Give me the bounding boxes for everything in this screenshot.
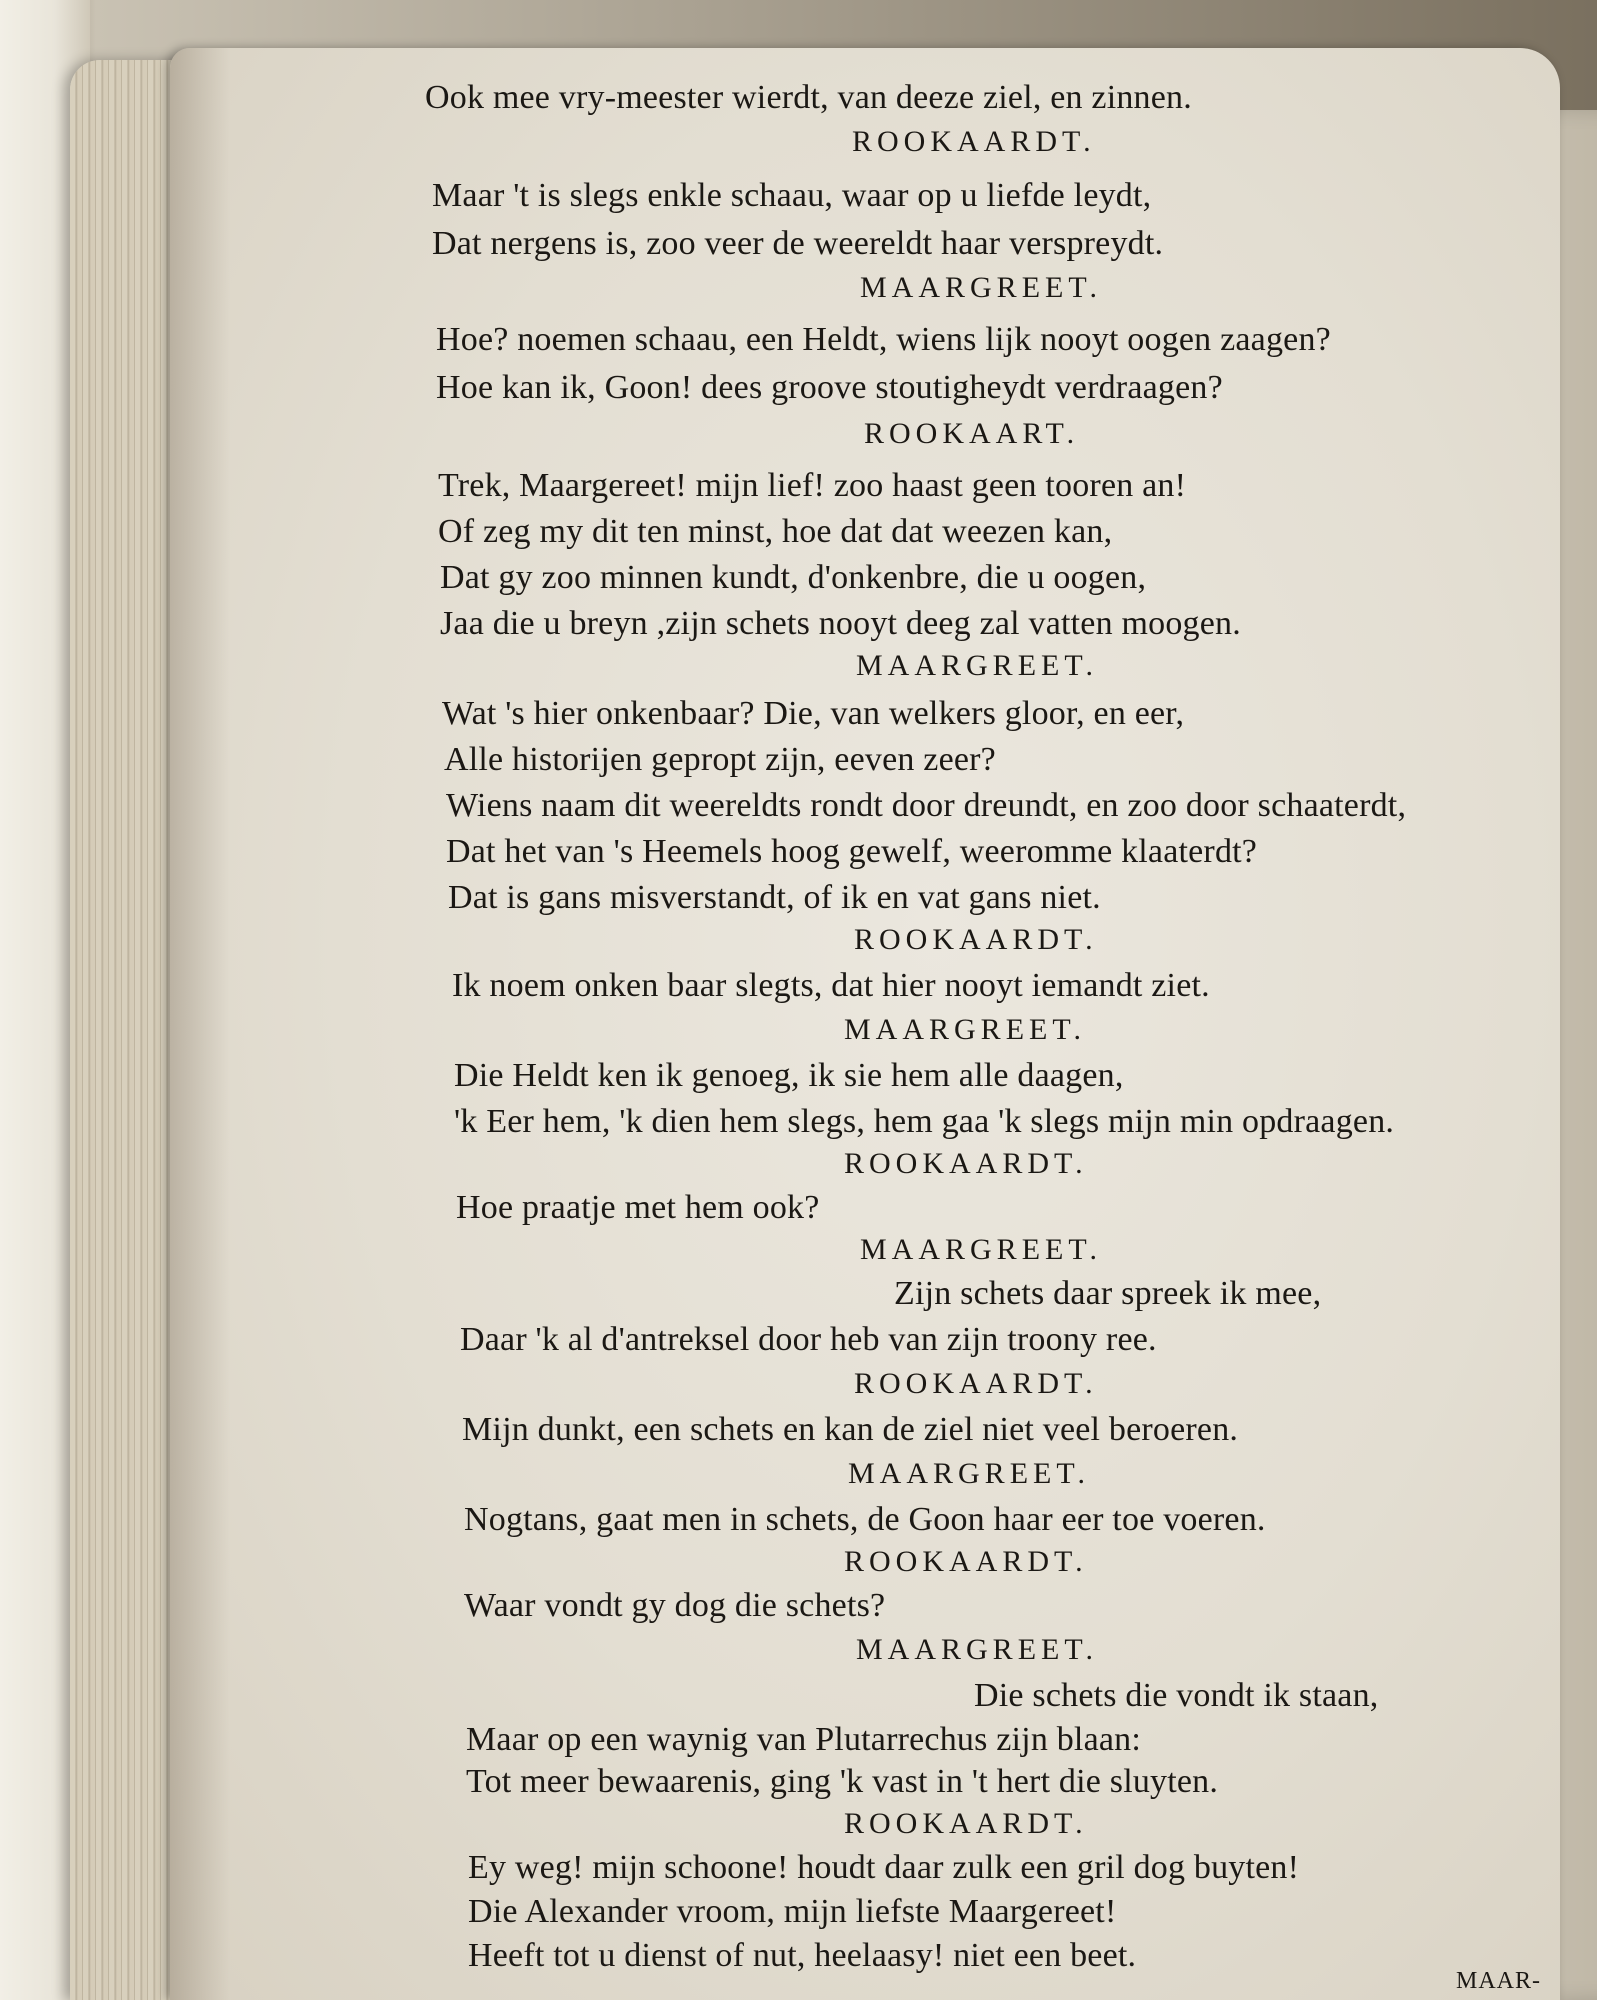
speaker-name: MAARGREET. [856,1633,1098,1666]
verse-line: Tot meer bewaarenis, ging 'k vast in 't hert die sluyten. [466,1763,1219,1800]
verse-line: Trek, Maargereet! mijn lief! zoo haast geen tooren an! [438,467,1187,504]
verse-line: Waar vondt gy dog die schets? [464,1587,886,1624]
verse-line: Daar 'k al d'antreksel door heb van zijn troony ree. [460,1321,1157,1358]
verse-line: Wat 's hier onkenbaar? Die, van welkers gloor, en eer, [442,695,1185,732]
verse-line: Hoe praatje met hem ook? [456,1189,820,1226]
speaker-name: MAARGREET. [860,1233,1102,1266]
verse-line: Heeft tot u dienst of nut, heelaasy! niet een beet. [468,1937,1137,1974]
speaker-name: MAARGREET. [844,1013,1086,1046]
speaker-name: ROOKAARDT. [854,923,1098,956]
verse-line: Dat gy zoo minnen kundt, d'onkenbre, die u oogen, [440,559,1147,596]
verse-line: Maar 't is slegs enkle schaau, waar op u liefde leydt, [432,177,1152,214]
verse-line: Of zeg my dit ten minst, hoe dat dat weezen kan, [438,513,1113,550]
catchword: MAAR- [1456,1968,1542,1994]
verse-line: Hoe kan ik, Goon! dees groove stoutigheydt verdraagen? [436,369,1223,406]
verse-line: Die Alexander vroom, mijn liefste Maargereet! [468,1893,1117,1930]
speaker-name: MAARGREET. [856,649,1098,682]
speaker-name: ROOKAARDT. [854,1367,1098,1400]
verse-line: Die schets die vondt ik staan, [974,1677,1379,1714]
text-block [170,48,1560,2000]
verse-line: Dat nergens is, zoo veer de weereldt haar verspreydt. [432,225,1164,262]
verse-line: Alle historijen gepropt zijn, eeven zeer? [444,741,996,778]
book-page [170,48,1560,2000]
verse-line: Hoe? noemen schaau, een Heldt, wiens lijk nooyt oogen zaagen? [436,321,1331,358]
verse-line: Dat het van 's Heemels hoog gewelf, weeromme klaaterdt? [446,833,1258,870]
verse-line: Die Heldt ken ik genoeg, ik sie hem alle daagen, [454,1057,1124,1094]
speaker-name: MAARGREET. [848,1457,1090,1490]
verse-line: Ey weg! mijn schoone! houdt daar zulk een gril dog buyten! [468,1849,1300,1886]
verse-line: Maar op een waynig van Plutarrechus zijn blaan: [466,1721,1142,1758]
speaker-name: ROOKAARDT. [844,1545,1088,1578]
speaker-name: ROOKAARDT. [844,1807,1088,1840]
verse-line: Ook mee vry-meester wierdt, van deeze ziel, en zinnen. [425,79,1192,116]
speaker-name: ROOKAARDT. [844,1147,1088,1180]
verse-line: Ik noem onken baar slegts, dat hier nooyt iemandt ziet. [452,967,1210,1004]
verse-line: Nogtans, gaat men in schets, de Goon haar eer toe voeren. [464,1501,1266,1538]
verse-line: 'k Eer hem, 'k dien hem slegs, hem gaa 'k slegs mijn min opdraagen. [454,1103,1395,1140]
verse-line: Jaa die u breyn ,zijn schets nooyt deeg zal vatten moogen. [440,605,1241,642]
verse-line: Zijn schets daar spreek ik mee, [894,1275,1322,1312]
verse-line: Dat is gans misverstandt, of ik en vat gans niet. [448,879,1101,916]
verse-line: Mijn dunkt, een schets en kan de ziel niet veel beroeren. [462,1411,1239,1448]
verse-line: Wiens naam dit weereldts rondt door dreundt, en zoo door schaaterdt, [446,787,1407,824]
speaker-name: ROOKAART. [864,417,1080,450]
speaker-name: ROOKAARDT. [852,125,1096,158]
speaker-name: MAARGREET. [860,271,1102,304]
